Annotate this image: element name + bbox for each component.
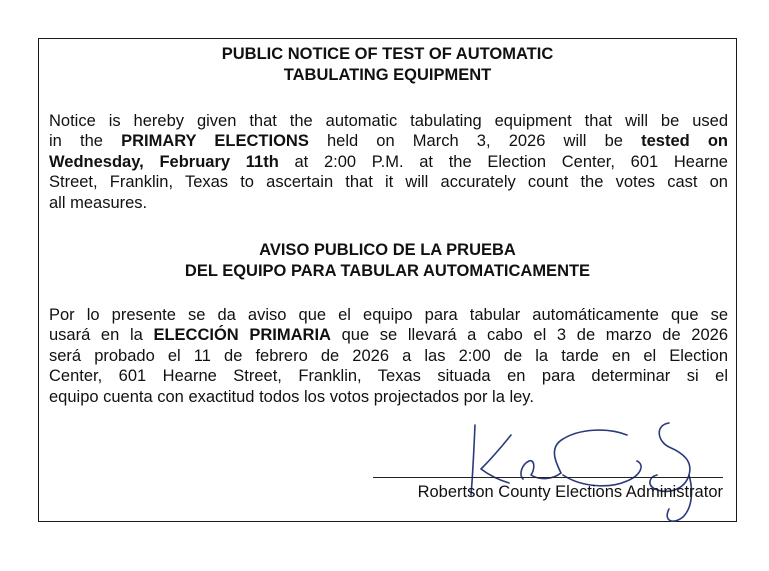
text-line: Por lo presente se da aviso que el equipo para tabular automáticamente que se: [49, 306, 728, 324]
text-line: all measures.: [49, 193, 148, 212]
text-line: Street, Franklin, Texas to ascertain that it will accurately count the votes cast on: [49, 173, 728, 192]
heading-line: TABULATING EQUIPMENT: [283, 66, 492, 84]
heading-line: AVISO PUBLICO DE LA PRUEBA: [259, 241, 516, 259]
signatory-title: Robertson County Elections Administrator: [417, 483, 723, 501]
text-span: in the: [49, 132, 122, 151]
handwritten-signature: [431, 417, 701, 527]
text-line: será probado el 11 de febrero de 2026 a las 2:00 de la tarde en el Election: [49, 346, 728, 365]
text-span: held on March 3, 2026 will be: [308, 132, 642, 151]
notice-paragraph-english: [49, 111, 728, 213]
heading-line: PUBLIC NOTICE OF TEST OF AUTOMATIC: [221, 45, 554, 63]
notice-heading-english: [39, 44, 736, 86]
text-line: [49, 325, 728, 345]
public-notice: [38, 38, 737, 522]
test-date: Wednesday, February 11th: [49, 152, 279, 171]
text-span: que se llevará a cabo el 3 de marzo de 2026: [330, 326, 728, 345]
notice-heading-spanish: [39, 240, 736, 282]
signature-stroke: [481, 435, 511, 483]
election-name: PRIMARY ELECTIONS: [121, 132, 309, 151]
signature-line: [373, 477, 723, 478]
signature-strokes: [471, 423, 691, 521]
text-span: usará en la: [49, 326, 154, 345]
heading-line: DEL EQUIPO PARA TABULAR AUTOMATICAMENTE: [184, 262, 591, 280]
election-name-spanish: ELECCIÓN PRIMARIA: [153, 326, 331, 345]
text-line: [49, 131, 728, 151]
notice-paragraph-spanish: [49, 305, 728, 407]
signature-stroke: [554, 430, 627, 473]
text-line: Notice is hereby given that the automatic tabulating equipment that will be used: [49, 112, 728, 130]
text-span: at 2:00 P.M. at the Election Center, 601 Hearne: [278, 152, 728, 171]
text-line: equipo cuenta con exactitud todos los votos projectados por la ley.: [49, 387, 534, 406]
text-line: [49, 152, 728, 172]
text-line: Center, 601 Hearne Street, Franklin, Texas situada en para determinar si el: [49, 367, 728, 386]
test-emphasis: tested on: [641, 132, 729, 151]
